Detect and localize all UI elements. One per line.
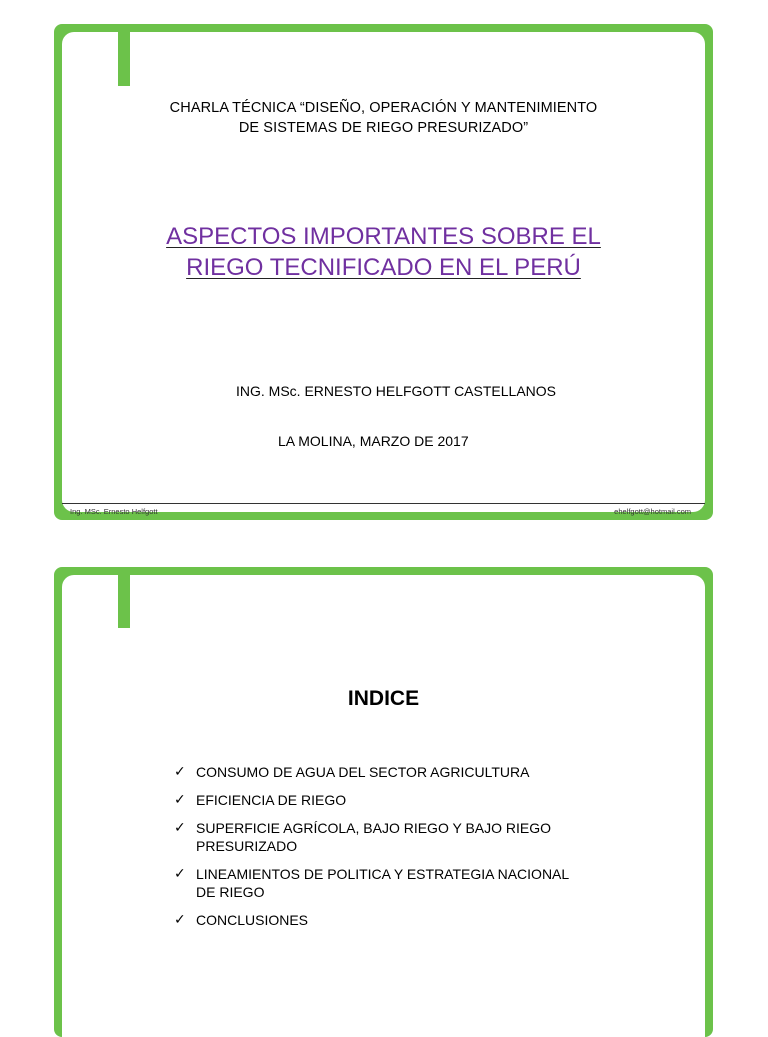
list-item: [170, 791, 590, 809]
title-line-2: RIEGO TECNIFICADO EN EL PERÚ: [186, 254, 581, 281]
footer-email: ehelfgott@hotmail.com: [614, 507, 691, 516]
checkmark-icon: ✓: [174, 792, 186, 808]
slide-title: [54, 24, 713, 520]
list-item: [170, 911, 590, 929]
index-list: [170, 763, 590, 939]
subtitle-line-2: DE SISTEMAS DE RIEGO PRESURIZADO”: [238, 120, 529, 136]
checkmark-icon: ✓: [174, 912, 186, 928]
subtitle-line-1: CHARLA TÉCNICA “DISEÑO, OPERACIÓN Y MANTENIMIENTO: [169, 100, 598, 116]
title-line-1: ASPECTOS IMPORTANTES SOBRE EL: [166, 223, 601, 250]
list-item-text: SUPERFICIE AGRÍCOLA, BAJO RIEGO Y BAJO RIEGO PRESURIZADO: [196, 820, 552, 854]
presentation-title: [62, 221, 705, 283]
checkmark-icon: ✓: [174, 764, 186, 780]
list-item: [170, 819, 590, 855]
checkmark-icon: ✓: [174, 820, 186, 836]
slide-index: [54, 567, 713, 1037]
checkmark-icon: ✓: [174, 866, 186, 882]
slide-accent-bar: [118, 575, 130, 628]
place-date: LA MOLINA, MARZO DE 2017: [278, 433, 469, 449]
index-title: INDICE: [347, 687, 420, 710]
list-item-text: CONCLUSIONES: [196, 912, 309, 928]
list-item-text: LINEAMIENTOS DE POLITICA Y ESTRATEGIA NACIONAL DE RIEGO: [196, 866, 569, 900]
slide-content-area: [62, 575, 705, 1037]
talk-subtitle: [62, 98, 705, 138]
slide-accent-bar: [118, 32, 130, 86]
list-item-text: EFICIENCIA DE RIEGO: [196, 792, 347, 808]
footer-author: Ing. MSc. Ernesto Helfgott: [70, 507, 158, 516]
list-item-text: CONSUMO DE AGUA DEL SECTOR AGRICULTURA: [196, 764, 530, 780]
footer-divider: [62, 503, 705, 504]
list-item: [170, 865, 590, 901]
list-item: [170, 763, 590, 781]
slide-content-area: [62, 32, 705, 516]
author-name: ING. MSc. ERNESTO HELFGOTT CASTELLANOS: [236, 383, 556, 399]
